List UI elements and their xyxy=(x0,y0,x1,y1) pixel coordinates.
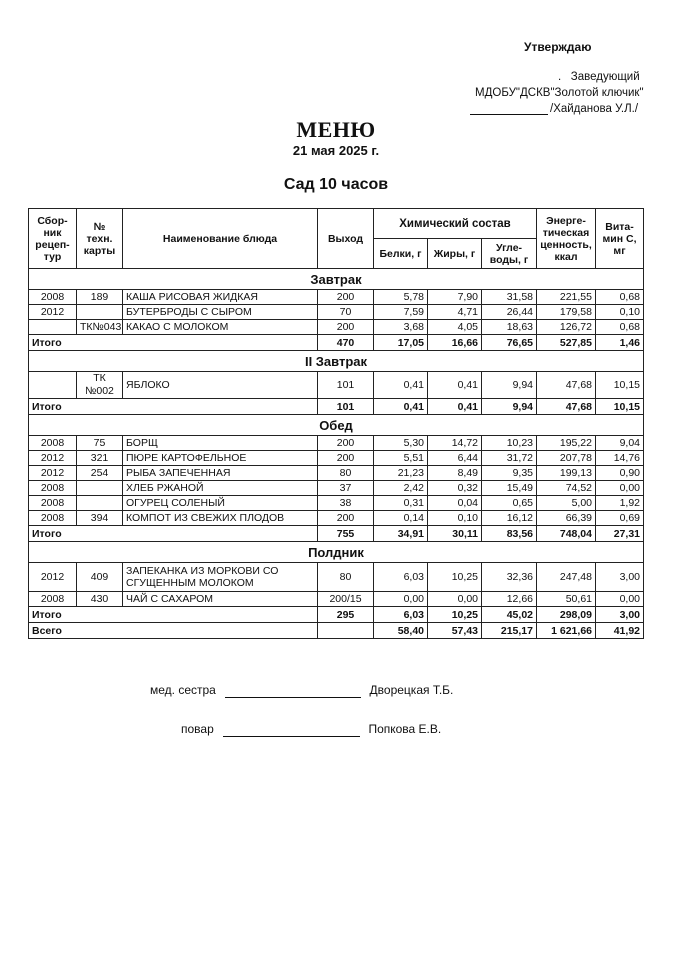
table-cell: 2008 xyxy=(29,481,77,496)
table-cell: 18,63 xyxy=(482,320,537,335)
table-row xyxy=(29,592,644,607)
grand-total-cell xyxy=(318,623,374,639)
table-cell: 0,00 xyxy=(374,592,428,607)
table-cell: 0,10 xyxy=(596,305,644,320)
table-cell: 14,72 xyxy=(428,436,482,451)
table-cell: 4,71 xyxy=(428,305,482,320)
header-collection: Сбор-ник рецеп-тур xyxy=(29,209,77,269)
total-cell: 748,04 xyxy=(537,526,596,542)
total-cell: 27,31 xyxy=(596,526,644,542)
table-cell: 0,10 xyxy=(428,511,482,526)
table-cell: 189 xyxy=(77,290,123,305)
table-cell: 9,35 xyxy=(482,466,537,481)
table-cell: 2012 xyxy=(29,451,77,466)
table-cell: 38 xyxy=(318,496,374,511)
table-cell: 6,44 xyxy=(428,451,482,466)
grand-total-cell: 58,40 xyxy=(374,623,428,639)
table-cell: 195,22 xyxy=(537,436,596,451)
total-cell: 0,41 xyxy=(428,399,482,415)
nurse-label: мед. сестра xyxy=(150,683,216,697)
table-row xyxy=(29,436,644,451)
approval-label: Утверждаю xyxy=(524,40,592,54)
header-vitamin: Вита-мин С, мг xyxy=(596,209,644,269)
table-cell: 200 xyxy=(318,451,374,466)
total-cell: 76,65 xyxy=(482,335,537,351)
section-title: Обед xyxy=(29,415,644,436)
table-cell: 2008 xyxy=(29,496,77,511)
table-cell: КАША РИСОВАЯ ЖИДКАЯ xyxy=(123,290,318,305)
cook-signature xyxy=(181,722,441,737)
table-cell: 10,15 xyxy=(596,372,644,399)
section-header xyxy=(29,351,644,372)
total-cell: 298,09 xyxy=(537,607,596,623)
table-cell: 2,42 xyxy=(374,481,428,496)
total-cell: 295 xyxy=(318,607,374,623)
table-cell: 254 xyxy=(77,466,123,481)
table-cell: 3,00 xyxy=(596,563,644,592)
total-cell: 9,94 xyxy=(482,399,537,415)
table-cell: ЧАЙ С САХАРОМ xyxy=(123,592,318,607)
table-cell: 126,72 xyxy=(537,320,596,335)
total-row xyxy=(29,607,644,623)
table-cell: 0,69 xyxy=(596,511,644,526)
grand-total-cell: 215,17 xyxy=(482,623,537,639)
total-row xyxy=(29,399,644,415)
total-row xyxy=(29,526,644,542)
table-cell: БОРЩ xyxy=(123,436,318,451)
table-row xyxy=(29,481,644,496)
table-cell: ОГУРЕЦ СОЛЕНЫЙ xyxy=(123,496,318,511)
menu-date: 21 мая 2025 г. xyxy=(292,143,380,158)
header-energy: Энерге-тическая ценность, ккал xyxy=(537,209,596,269)
approver-position: . Заведующий xyxy=(558,71,640,83)
grand-total-cell: 57,43 xyxy=(428,623,482,639)
table-cell: 0,68 xyxy=(596,290,644,305)
table-row xyxy=(29,320,644,335)
grand-total-row xyxy=(29,623,644,639)
table-cell: 3,68 xyxy=(374,320,428,335)
table-cell: 207,78 xyxy=(537,451,596,466)
total-cell: 47,68 xyxy=(537,399,596,415)
table-row xyxy=(29,511,644,526)
table-cell: 0,32 xyxy=(428,481,482,496)
table-cell: 2008 xyxy=(29,436,77,451)
table-cell: 9,94 xyxy=(482,372,537,399)
table-cell: 0,68 xyxy=(596,320,644,335)
table-cell: РЫБА ЗАПЕЧЕННАЯ xyxy=(123,466,318,481)
table-cell: 14,76 xyxy=(596,451,644,466)
table-cell: 2008 xyxy=(29,592,77,607)
total-row xyxy=(29,335,644,351)
menu-table xyxy=(28,208,644,639)
table-cell: 15,49 xyxy=(482,481,537,496)
table-cell: 179,58 xyxy=(537,305,596,320)
table-cell: 4,05 xyxy=(428,320,482,335)
table-cell: 47,68 xyxy=(537,372,596,399)
table-cell: 66,39 xyxy=(537,511,596,526)
header-protein: Белки, г xyxy=(374,239,428,269)
table-row xyxy=(29,466,644,481)
cook-name: Попкова Е.В. xyxy=(368,722,442,736)
table-cell xyxy=(77,305,123,320)
table-cell: ЗАПЕКАНКА ИЗ МОРКОВИ СО СГУЩЕННЫМ МОЛОКОМ xyxy=(123,563,318,592)
header-carbs: Угле-воды, г xyxy=(482,239,537,269)
table-cell: 199,13 xyxy=(537,466,596,481)
table-cell: 5,00 xyxy=(537,496,596,511)
total-cell: 101 xyxy=(318,399,374,415)
table-cell: 31,72 xyxy=(482,451,537,466)
table-cell: 0,90 xyxy=(596,466,644,481)
nurse-name: Дворецкая Т.Б. xyxy=(369,683,454,697)
section-title: Завтрак xyxy=(29,269,644,290)
table-cell: 200 xyxy=(318,511,374,526)
total-cell: 3,00 xyxy=(596,607,644,623)
table-cell: 0,14 xyxy=(374,511,428,526)
table-cell: 5,78 xyxy=(374,290,428,305)
grand-total-cell: 41,92 xyxy=(596,623,644,639)
total-cell: 755 xyxy=(318,526,374,542)
table-cell: 2012 xyxy=(29,466,77,481)
table-cell: ТК№043 xyxy=(77,320,123,335)
header-fat: Жиры, г xyxy=(428,239,482,269)
table-cell: 75 xyxy=(77,436,123,451)
table-cell: КАКАО С МОЛОКОМ xyxy=(123,320,318,335)
total-cell: 30,11 xyxy=(428,526,482,542)
grand-total-cell: 1 621,66 xyxy=(537,623,596,639)
table-cell: 394 xyxy=(77,511,123,526)
table-cell: 200/15 xyxy=(318,592,374,607)
table-cell: 80 xyxy=(318,563,374,592)
section-header xyxy=(29,415,644,436)
table-cell: 9,04 xyxy=(596,436,644,451)
table-cell xyxy=(29,372,77,399)
table-cell: 2012 xyxy=(29,305,77,320)
table-row xyxy=(29,496,644,511)
table-cell: 0,65 xyxy=(482,496,537,511)
table-cell: 200 xyxy=(318,290,374,305)
section-header xyxy=(29,542,644,563)
total-cell: 10,25 xyxy=(428,607,482,623)
total-cell: 470 xyxy=(318,335,374,351)
table-cell: 7,90 xyxy=(428,290,482,305)
table-cell: 70 xyxy=(318,305,374,320)
table-cell: 1,92 xyxy=(596,496,644,511)
table-cell: КОМПОТ ИЗ СВЕЖИХ ПЛОДОВ xyxy=(123,511,318,526)
table-cell xyxy=(29,320,77,335)
table-cell: 2012 xyxy=(29,563,77,592)
table-cell: БУТЕРБРОДЫ С СЫРОМ xyxy=(123,305,318,320)
table-row xyxy=(29,372,644,399)
approver-name: /Хайданова У.Л./ xyxy=(550,103,639,115)
header-dish: Наименование блюда xyxy=(123,209,318,269)
table-cell: 221,55 xyxy=(537,290,596,305)
table-cell: 6,03 xyxy=(374,563,428,592)
table-cell: 10,25 xyxy=(428,563,482,592)
nurse-signature xyxy=(150,683,453,698)
table-cell: 409 xyxy=(77,563,123,592)
organization-name: МДОБУ"ДСКВ"Золотой ключик" xyxy=(475,87,644,99)
total-cell: 10,15 xyxy=(596,399,644,415)
header-chem: Химический состав xyxy=(374,209,537,239)
table-cell: 7,59 xyxy=(374,305,428,320)
table-cell: 0,00 xyxy=(596,592,644,607)
total-label: Итого xyxy=(29,335,318,351)
table-cell: 430 xyxy=(77,592,123,607)
table-cell: ХЛЕБ РЖАНОЙ xyxy=(123,481,318,496)
table-cell: 0,41 xyxy=(374,372,428,399)
table-cell: 5,51 xyxy=(374,451,428,466)
table-cell: 2008 xyxy=(29,290,77,305)
cook-label: повар xyxy=(181,722,214,736)
table-cell: 2008 xyxy=(29,511,77,526)
table-row xyxy=(29,451,644,466)
table-cell: 321 xyxy=(77,451,123,466)
table-row xyxy=(29,563,644,592)
cook-signature-line xyxy=(223,722,360,737)
table-cell: 8,49 xyxy=(428,466,482,481)
table-cell: 50,61 xyxy=(537,592,596,607)
table-cell: 5,30 xyxy=(374,436,428,451)
total-cell: 34,91 xyxy=(374,526,428,542)
table-cell: 0,00 xyxy=(596,481,644,496)
table-cell: 200 xyxy=(318,320,374,335)
table-cell: 32,36 xyxy=(482,563,537,592)
table-cell xyxy=(77,496,123,511)
table-cell: 247,48 xyxy=(537,563,596,592)
total-cell: 16,66 xyxy=(428,335,482,351)
table-cell: 200 xyxy=(318,436,374,451)
table-cell: 31,58 xyxy=(482,290,537,305)
table-cell: 74,52 xyxy=(537,481,596,496)
table-row xyxy=(29,305,644,320)
table-cell: 21,23 xyxy=(374,466,428,481)
total-label: Итого xyxy=(29,399,318,415)
table-cell: 0,04 xyxy=(428,496,482,511)
header-card: № техн. карты xyxy=(77,209,123,269)
total-cell: 1,46 xyxy=(596,335,644,351)
table-row xyxy=(29,290,644,305)
table-cell: 0,00 xyxy=(428,592,482,607)
table-cell: 80 xyxy=(318,466,374,481)
table-cell: ПЮРЕ КАРТОФЕЛЬНОЕ xyxy=(123,451,318,466)
total-cell: 0,41 xyxy=(374,399,428,415)
section-title: Полдник xyxy=(29,542,644,563)
table-cell: 101 xyxy=(318,372,374,399)
approver-signature-line xyxy=(470,103,638,115)
section-title: II Завтрак xyxy=(29,351,644,372)
total-cell: 45,02 xyxy=(482,607,537,623)
total-cell: 527,85 xyxy=(537,335,596,351)
table-cell: 0,41 xyxy=(428,372,482,399)
total-label: Итого xyxy=(29,607,318,623)
grand-total-label: Всего xyxy=(29,623,318,639)
table-cell: 12,66 xyxy=(482,592,537,607)
table-cell: 26,44 xyxy=(482,305,537,320)
total-cell: 83,56 xyxy=(482,526,537,542)
table-cell: 37 xyxy=(318,481,374,496)
total-cell: 17,05 xyxy=(374,335,428,351)
table-cell xyxy=(77,481,123,496)
section-header xyxy=(29,269,644,290)
table-cell: 16,12 xyxy=(482,511,537,526)
total-label: Итого xyxy=(29,526,318,542)
table-cell: ЯБЛОКО xyxy=(123,372,318,399)
page-title: МЕНЮ xyxy=(296,117,376,142)
table-cell: 0,31 xyxy=(374,496,428,511)
nurse-signature-line xyxy=(225,683,361,698)
menu-subtitle: Сад 10 часов xyxy=(283,176,389,193)
total-cell: 6,03 xyxy=(374,607,428,623)
table-cell: 10,23 xyxy=(482,436,537,451)
table-cell: ТК №002 xyxy=(77,372,123,399)
header-output: Выход xyxy=(318,209,374,269)
